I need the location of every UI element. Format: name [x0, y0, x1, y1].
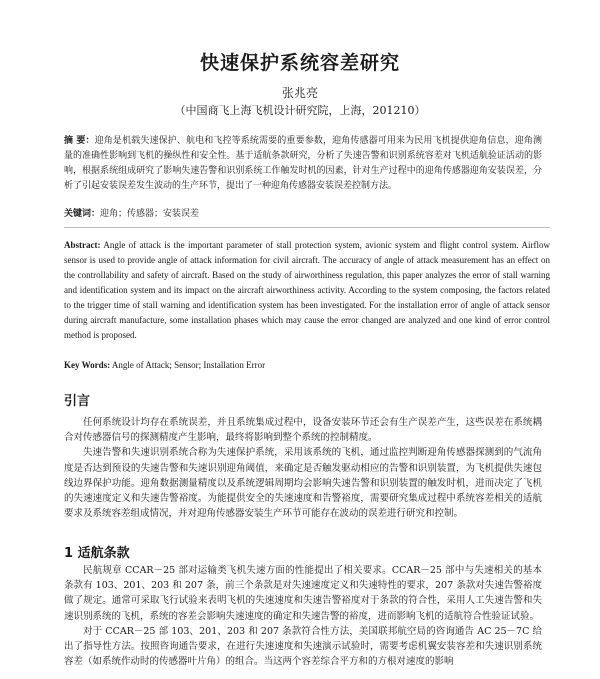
paper-title: 快速保护系统容差研究	[199, 52, 400, 74]
section-1-paragraph-2: 对于 CCAR－25 部 103、201、203 和 207 条款符合性方法，美国联邦航空局的咨询通告 AC 25－7C 给出了指导性方法。按照咨询通告要求，在进行失速速度和失速演示试验时，需要考虑机翼安装容差和失速识别系统容差（如系统作动时的传感器叶片角）的组合。当这两个容差综合平方和的方根对速度的影响	[64, 625, 542, 668]
keywords-en-label: Key Words:	[64, 360, 111, 370]
abstract-cn-text: 迎角是机载失速保护、航电和飞控等系统需要的重要参数，迎角传感器可用来为民用飞机提供迎角信息，迎角测量的准确性影响到飞机的操纵性和安全性。基于适航条款研究，分析了失速告警和识别系统容差对飞机适航验证活动的影响，根据系统组成研究了影响失速告警和识别系统工作触发时机的因素，针对生产过程中的迎角传感器迎角安装误差，分析了引起安装误差发生波动的生产环节，提出了一种迎角传感器安装误差控制方法。	[64, 136, 542, 191]
section-1-paragraph-1: 民航规章 CCAR－25 部对运输类飞机失速方面的性能提出了相关要求。CCAR－25 部中与失速相关的基本条款有 103、201、203 和 207 条，前三个条款是对失速速度定义和失速特性的要求，207 条款对失速告警裕度做了规定。通常可采取飞行试验来表明飞机的失速速度和失速告警裕度对于条款的符合性，采用人工失速告警和失速识别系统的飞机，系统的容差会影响失速速度的确定和失速告警的裕度，进而影响飞机的适航符合性验证试验。	[64, 565, 542, 622]
keywords-cn-label: 关键词：	[64, 209, 101, 219]
section-1-heading: 1 适航条款	[64, 546, 130, 561]
abstract-en-label: Abstract:	[64, 240, 101, 250]
section-1	[64, 563, 542, 669]
abstract-en-text: Angle of attack is the important parameter of stall protection system, avionic system and flight control system. Airflow sensor is used to provide angle of attack information for civil aircraft. The accuracy of angle of attack measurement has an effect on the controllability and safety of aircraft. Based on the study of airworthiness regulation, this paper analyzes the error of stall warning and identification system and its impact on the aircraft airworthiness activity. According to the system composing, the factors related to the trigger time of stall warning and identification system has been investigated. For the installation error of angle of attack sensor during aircraft manufacture, some installation phases which may cause the error changed are analyzed and one kind of error control method is proposed.	[64, 240, 550, 340]
intro-section	[64, 415, 542, 521]
abstract-cn	[64, 134, 542, 194]
abstract-en	[64, 238, 550, 343]
separator	[64, 227, 550, 228]
keywords-cn-text: 迎角；传感器；安装误差	[100, 209, 200, 219]
keywords-en-text: Angle of Attack; Sensor; Installation Error	[111, 360, 266, 370]
abstract-cn-label: 摘 要：	[64, 136, 95, 146]
keywords-cn	[64, 207, 542, 222]
intro-paragraph-2: 失速告警和失速识别系统合称为失速保护系统，采用该系统的飞机，通过监控判断迎角传感器探测到的气流角度是否达到预设的失速告警和失速识别迎角阈值，来确定是否触发驱动相应的告警和识别装置，为飞机提供失速包线边界保护功能。迎角数据测量精度以及系统逻辑周期均会影响失速告警和识别装置的触发时机，进而决定了飞机的失速速度定义和失速告警裕度。为能提供安全的失速速度和告警裕度，需要研究集成过程中系统容差相关的适航要求及系统容差组成情况，并对迎角传感器安装生产环节可能存在波动的误差进行研究和控制。	[64, 447, 542, 520]
keywords-en	[64, 358, 550, 373]
intro-paragraph-1: 任何系统设计均存在系统误差，并且系统集成过程中，设备安装环节还会有生产误差产生，这些误差在系统耦合对传感器信号的探测精度产生影响，最终将影响到整个系统的控制精度。	[64, 417, 542, 444]
affiliation: （中国商飞上海飞机设计研究院，上海，201210）	[174, 104, 426, 117]
intro-heading: 引言	[64, 394, 91, 409]
author: 张兆亮	[281, 86, 318, 100]
